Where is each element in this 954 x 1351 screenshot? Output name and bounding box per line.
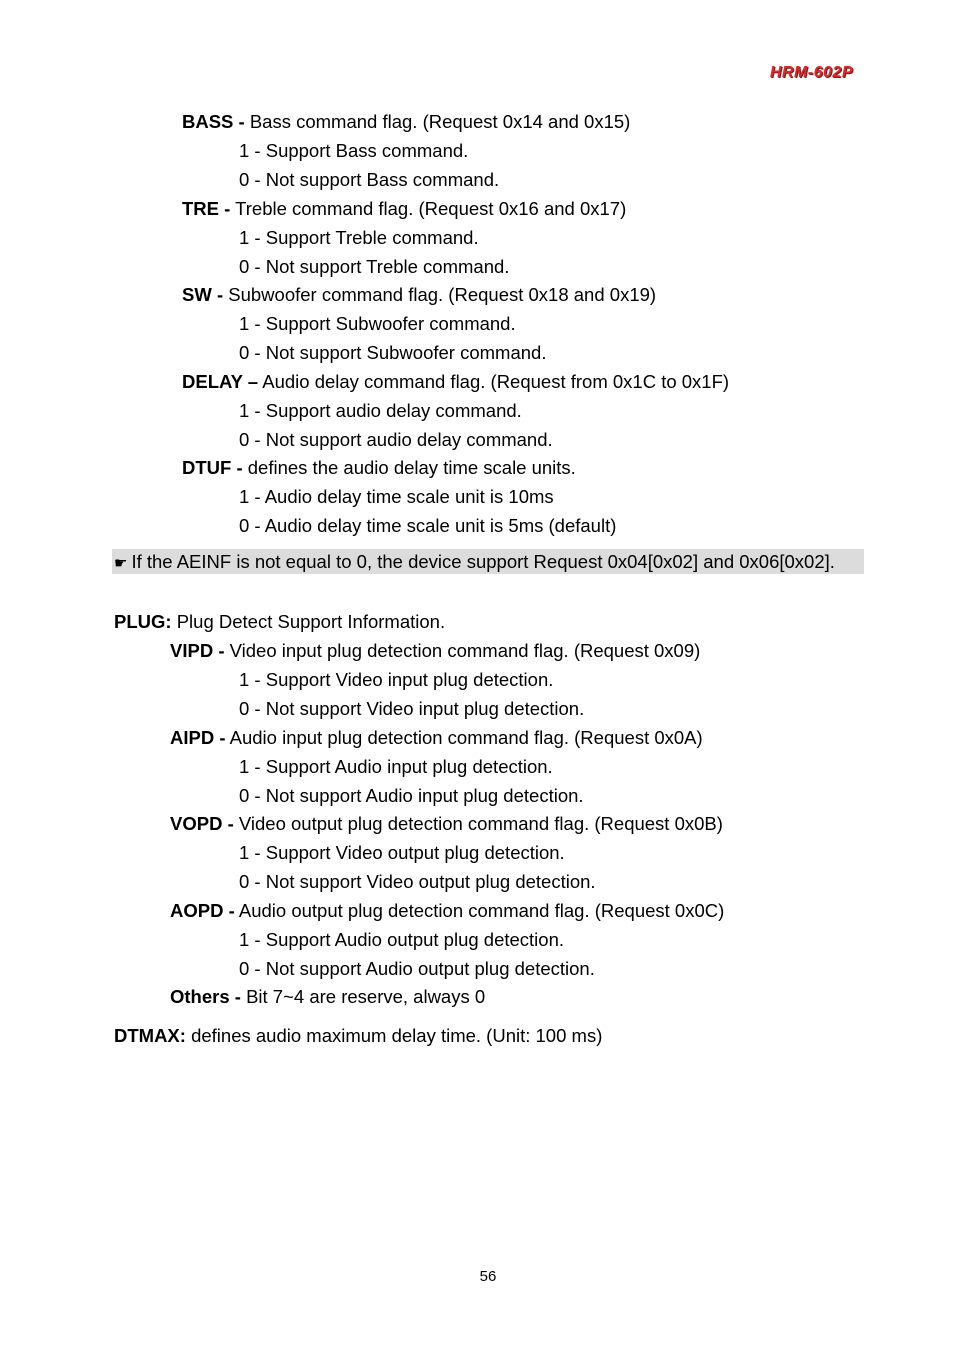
vopd-entry	[170, 812, 723, 836]
aopd-opt1: 1 - Support Audio output plug detection.	[239, 929, 565, 950]
delay-label: DELAY –	[182, 371, 259, 392]
aipd-opt1: 1 - Support Audio input plug detection.	[239, 756, 553, 777]
bass-label: BASS -	[182, 111, 245, 132]
dtmax-entry	[114, 1024, 602, 1048]
sw-entry	[182, 283, 656, 307]
dtuf-entry	[182, 456, 576, 480]
dtuf-label: DTUF -	[182, 457, 243, 478]
document-header-title: HRM-602P	[769, 64, 853, 81]
pointing-hand-icon: ☛	[114, 554, 128, 572]
bass-desc: Bass command flag. (Request 0x14 and 0x15)	[249, 111, 631, 132]
dtmax-desc: defines audio maximum delay time. (Unit: 100 ms)	[191, 1025, 603, 1046]
dtuf-opt0: 0 - Audio delay time scale unit is 5ms (default)	[239, 515, 617, 536]
plug-entry	[114, 610, 445, 634]
aeinf-note	[112, 549, 864, 574]
vipd-desc: Video input plug detection command flag. (Request 0x09)	[229, 640, 701, 661]
aopd-entry	[170, 899, 724, 923]
aeinf-note-text: If the AEINF is not equal to 0, the device support Request 0x04[0x02] and 0x06[0x02].	[131, 551, 835, 572]
page-number: 56	[479, 1268, 497, 1285]
others-entry	[170, 985, 485, 1009]
delay-opt1: 1 - Support audio delay command.	[239, 400, 522, 421]
aipd-label: AIPD -	[170, 727, 226, 748]
sw-label: SW -	[182, 284, 224, 305]
dtmax-label: DTMAX:	[114, 1025, 186, 1046]
dtuf-opt1: 1 - Audio delay time scale unit is 10ms	[239, 486, 554, 507]
tre-opt0: 0 - Not support Treble command.	[239, 256, 510, 277]
vipd-opt0: 0 - Not support Video input plug detection.	[239, 698, 585, 719]
dtuf-desc: defines the audio delay time scale units.	[247, 457, 576, 478]
delay-entry	[182, 370, 729, 394]
bass-opt1: 1 - Support Bass command.	[239, 140, 469, 161]
aipd-entry	[170, 726, 703, 750]
others-label: Others -	[170, 986, 241, 1007]
bass-entry	[182, 110, 630, 134]
vopd-opt0: 0 - Not support Video output plug detection.	[239, 871, 596, 892]
delay-desc: Audio delay command flag. (Request from 0x1C to 0x1F)	[262, 371, 730, 392]
vipd-opt1: 1 - Support Video input plug detection.	[239, 669, 554, 690]
bass-opt0: 0 - Not support Bass command.	[239, 169, 500, 190]
tre-label: TRE -	[182, 198, 231, 219]
sw-opt1: 1 - Support Subwoofer command.	[239, 313, 516, 334]
aipd-opt0: 0 - Not support Audio input plug detection.	[239, 785, 584, 806]
others-desc: Bit 7~4 are reserve, always 0	[246, 986, 486, 1007]
tre-opt1: 1 - Support Treble command.	[239, 227, 479, 248]
vopd-desc: Video output plug detection command flag. (Request 0x0B)	[238, 813, 723, 834]
plug-desc: Plug Detect Support Information.	[176, 611, 446, 632]
aipd-desc: Audio input plug detection command flag. (Request 0x0A)	[229, 727, 703, 748]
sw-desc: Subwoofer command flag. (Request 0x18 and 0x19)	[228, 284, 657, 305]
tre-entry	[182, 197, 626, 221]
sw-opt0: 0 - Not support Subwoofer command.	[239, 342, 547, 363]
vopd-opt1: 1 - Support Video output plug detection.	[239, 842, 565, 863]
plug-label: PLUG:	[114, 611, 172, 632]
aopd-label: AOPD -	[170, 900, 235, 921]
aopd-desc: Audio output plug detection command flag. (Request 0x0C)	[238, 900, 725, 921]
aopd-opt0: 0 - Not support Audio output plug detection.	[239, 958, 595, 979]
vopd-label: VOPD -	[170, 813, 234, 834]
vipd-entry	[170, 639, 700, 663]
vipd-label: VIPD -	[170, 640, 225, 661]
tre-desc: Treble command flag. (Request 0x16 and 0x17)	[235, 198, 627, 219]
delay-opt0: 0 - Not support audio delay command.	[239, 429, 553, 450]
